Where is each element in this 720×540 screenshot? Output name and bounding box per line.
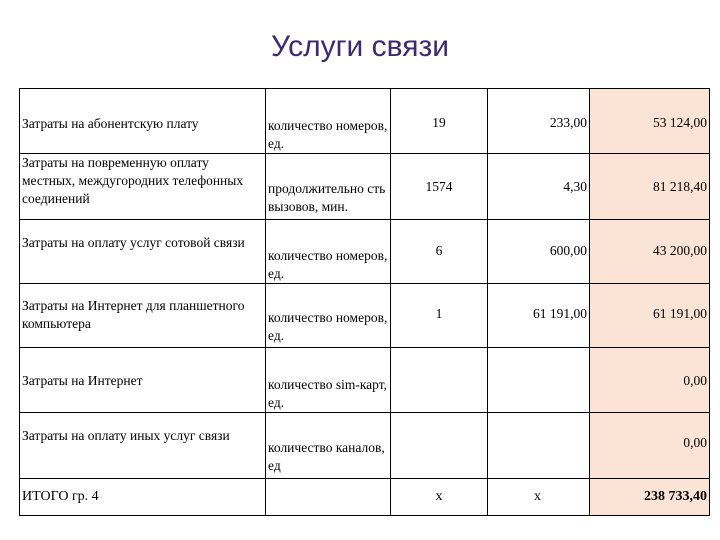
total-label-cell: [20, 479, 266, 516]
qty-cell: [391, 348, 488, 413]
qty-value: 19: [432, 115, 446, 130]
qty-value: 1574: [425, 179, 453, 194]
qty-cell: [391, 89, 488, 154]
qty-value: 6: [435, 243, 443, 258]
total-cell: [590, 348, 710, 413]
price-cell: [488, 89, 590, 154]
unit-cell: [266, 284, 391, 348]
cost-name: Затраты на оплату иных услуг связи: [22, 428, 230, 443]
price-cell: [488, 154, 590, 220]
total-value: 53 124,00: [653, 115, 707, 130]
qty-value: 1: [435, 306, 443, 321]
cost-name: Затраты на Интернет для планшетного компьютера: [22, 298, 245, 331]
total-value: 61 191,00: [653, 306, 707, 321]
total-value: 0,00: [683, 373, 707, 388]
unit-text: количество sim-карт, ед.: [268, 377, 388, 410]
cost-name-cell: [20, 284, 266, 348]
cost-name-cell: [20, 154, 266, 220]
qty-cell: [391, 154, 488, 220]
price-cell: [488, 413, 590, 479]
price-value: х: [534, 489, 541, 504]
grand-total-cell: [590, 479, 710, 516]
unit-cell: [266, 413, 391, 479]
total-label: ИТОГО гр. 4: [22, 489, 99, 504]
price-value: 61 191,00: [533, 306, 587, 321]
total-value: 81 218,40: [653, 179, 707, 194]
cost-name-cell: [20, 348, 266, 413]
unit-cell: [266, 220, 391, 284]
grand-total-value: 238 733,40: [644, 489, 707, 504]
table-row: [20, 413, 710, 479]
unit-cell: [266, 348, 391, 413]
price-value: 233,00: [549, 115, 587, 130]
cost-name-cell: [20, 220, 266, 284]
cost-name: Затраты на оплату услуг сотовой связи: [22, 235, 245, 250]
total-row: [20, 479, 710, 516]
table-row: [20, 348, 710, 413]
qty-value: х: [435, 489, 443, 504]
unit-text: продолжительно сть вызовов, мин.: [268, 181, 386, 214]
price-value: [488, 413, 587, 434]
cost-name: Затраты на повременную оплату местных, междугородних телефонных соединений: [22, 155, 244, 206]
unit-text: количество номеров, ед.: [268, 248, 388, 281]
price-cell: [488, 348, 590, 413]
unit-text: количество каналов, ед: [268, 440, 385, 473]
total-cell: [590, 284, 710, 348]
total-cell: [590, 413, 710, 479]
table-row: [20, 154, 710, 220]
price-cell: [488, 284, 590, 348]
table-row: [20, 89, 710, 154]
table-row: [20, 220, 710, 284]
total-value: 43 200,00: [653, 243, 707, 258]
unit-cell: [266, 154, 391, 220]
slide-title: Услуги связи: [271, 30, 449, 63]
cost-name-cell: [20, 413, 266, 479]
total-cell: [590, 89, 710, 154]
price-cell: [488, 220, 590, 284]
cost-name: Затраты на Интернет: [22, 373, 143, 388]
unit-cell: [266, 479, 391, 516]
total-cell: [590, 220, 710, 284]
qty-value: [391, 348, 487, 372]
total-cell: [590, 154, 710, 220]
price-value: [488, 348, 587, 372]
total-value: 0,00: [683, 435, 707, 450]
qty-cell: [391, 479, 488, 516]
qty-cell: [391, 413, 488, 479]
costs-table: [19, 88, 710, 516]
qty-cell: [391, 284, 488, 348]
table-row: [20, 284, 710, 348]
unit-text: количество номеров, ед.: [268, 310, 388, 343]
price-value: 600,00: [549, 243, 587, 258]
unit-text: количество номеров, ед.: [268, 118, 388, 151]
cost-name-cell: [20, 89, 266, 154]
qty-value: [391, 413, 487, 434]
price-cell: [488, 479, 590, 516]
unit-cell: [266, 89, 391, 154]
qty-cell: [391, 220, 488, 284]
price-value: 4,30: [563, 179, 587, 194]
cost-name: Затраты на абонентскую плату: [22, 116, 199, 131]
